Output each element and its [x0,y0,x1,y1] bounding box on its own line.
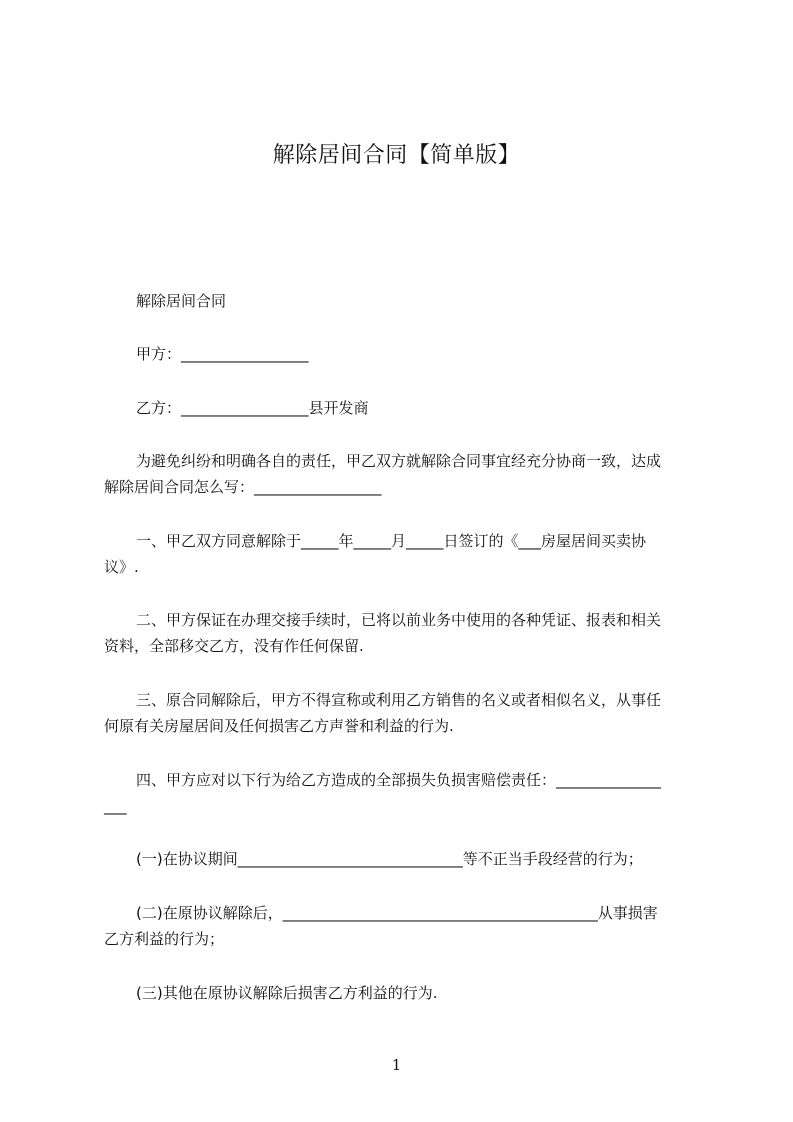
clause-3-paragraph [104,687,704,739]
paragraph-line: (一)在协议期间______________________________等不正当手段经营的行为； [136,850,643,868]
party-b-paragraph [104,395,704,421]
paragraph-line: 一、甲乙双方同意解除于_____年_____月_____日签订的《___房屋居间买卖协 [136,532,647,550]
paragraph-line: 解除居间合同 [136,292,227,310]
paragraph-line: 甲方：_________________ [136,345,309,363]
contract-heading-paragraph [104,288,704,314]
paragraph-line: (二)在原协议解除后，__________________________________________从事损害 [136,904,658,922]
intro-paragraph [104,448,704,500]
paragraph-line: 乙方利益的行为； [104,930,225,948]
clause-2-paragraph [104,607,704,659]
paragraph-line: 解除居间合同怎么写：_________________ [104,478,382,496]
paragraph-line: 乙方：_________________县开发商 [136,399,369,417]
party-a-paragraph [104,341,704,367]
clause-1-paragraph [104,528,704,580]
paragraph-line: 为避免纠纷和明确各自的责任，甲乙双方就解除合同事宜经充分协商一致，达成 [136,452,662,470]
paragraph-line: 二、甲方保证在办理交接手续时，已将以前业务中使用的各种凭证、报表和相关 [136,611,662,629]
paragraph-line: 何原有关房屋居间及任何损害乙方声誉和利益的行为. [104,717,454,735]
clause-4-paragraph [104,767,704,819]
paragraph-line: 议》. [104,558,139,576]
sub-clause-3-paragraph [104,980,704,1006]
paragraph-line: 资料，全部移交乙方，没有作任何保留. [104,637,364,655]
paragraph-line: 三、原合同解除后，甲方不得宣称或利用乙方销售的名义或者相似名义，从事任 [136,691,662,709]
paragraph-line: ___ [104,797,127,815]
document-title: 解除居间合同【简单版】 [272,143,521,168]
paragraph-line: 四、甲方应对以下行为给乙方造成的全部损失负损害赔偿责任：______________ [136,771,662,789]
paragraph-line: (三)其他在原协议解除后损害乙方利益的行为. [136,984,438,1002]
sub-clause-2-paragraph [104,900,704,952]
sub-clause-1-paragraph [104,846,704,872]
page-number: 1 [391,1056,402,1074]
